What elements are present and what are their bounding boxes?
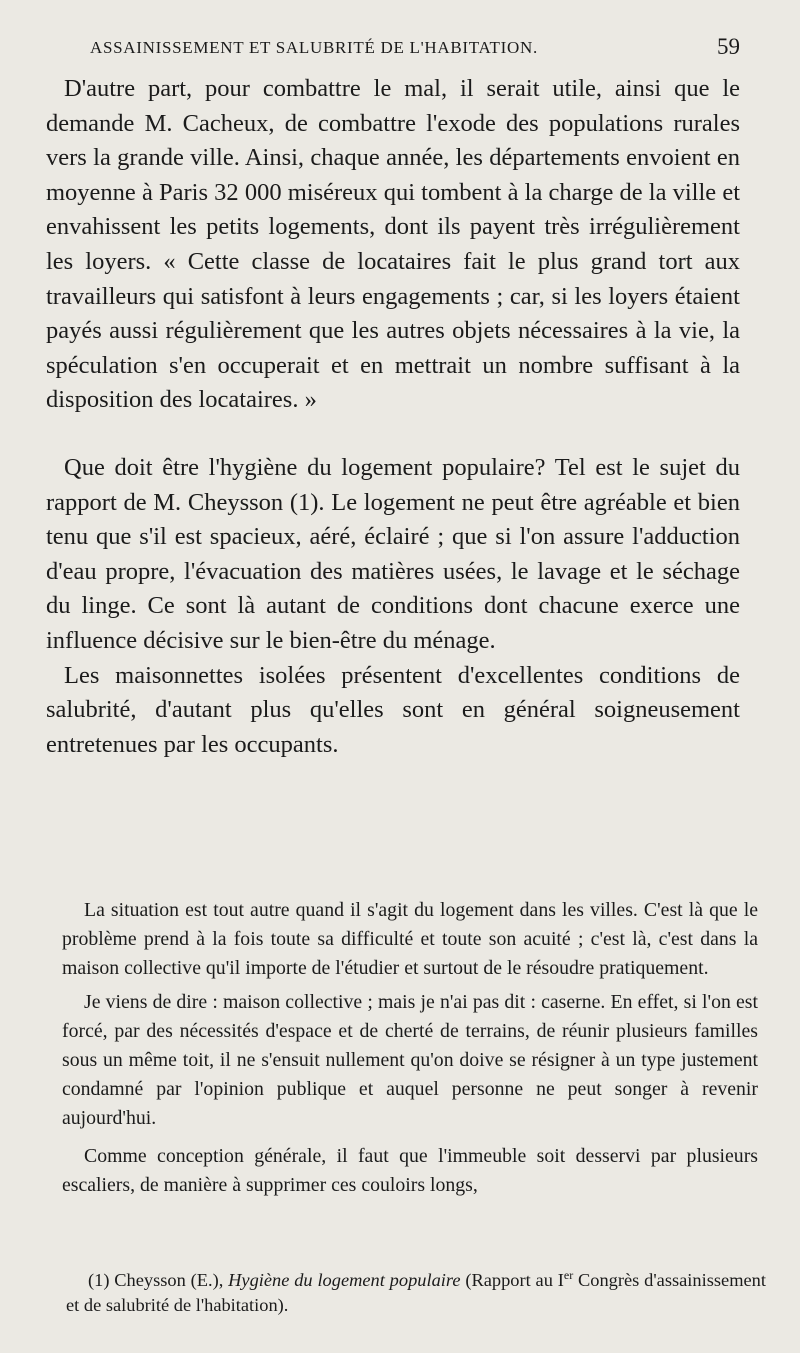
body-paragraph-1: D'autre part, pour combattre le mal, il serait utile, ainsi que le demande M. Cacheux, de combattre l'exode des populations rurales vers la grande ville. Ainsi, chaque année, les départements envoient en moyenne à Paris 32 000 miséreux qui tombent à la charge de la ville et envahissent les petits logements, dont ils payent très irrégulièrement les loyers. « Cette classe de locataires fait le plus grand tort aux travailleurs qui satisfont à leurs engagements ; car, si les loyers étaient payés aussi régulièrement que les autres objets nécessaires à la vie, la spéculation s'en occuperait et en mettrait un nombre suffisant à la disposition des locataires. » <box>46 75 740 414</box>
footnote <box>66 1268 766 1318</box>
footnote-text <box>66 1268 766 1318</box>
quoted-report-text <box>62 896 758 1200</box>
quote-paragraph-2: Je viens de dire : maison collective ; mais je n'ai pas dit : caserne. En effet, si l'on est forcé, par des nécessités d'espace et de cherté de terrains, de réunir plusieurs familles sous un même toit, il ne s'ensuit nullement qu'on doive se résigner à un type justement condamné par l'opinion publique et auquel personne ne peut songer à revenir aujourd'hui. <box>62 990 758 1130</box>
quote-paragraph-3: Comme conception générale, il faut que l'immeuble soit desservi par plusieurs escaliers, de manière à supprimer ces couloirs longs, <box>62 1144 758 1196</box>
running-head-title: ASSAINISSEMENT ET SALUBRITÉ DE L'HABITATION. <box>90 38 538 57</box>
quote-paragraph-1: La situation est tout autre quand il s'agit du logement dans les villes. C'est là que le problème prend à la fois toute sa difficulté et toute son acuité ; c'est là, c'est dans la maison collective qu'il importe de l'étudier et surtout de le résoudre pratiquement. <box>62 899 758 980</box>
page-number: 59 <box>717 34 740 59</box>
body-paragraph-3: Les maisonnettes isolées présentent d'excellentes conditions de salubrité, d'autant plus qu'elles sont en général soigneusement entretenues par les occupants. <box>46 661 740 758</box>
main-body-text <box>46 72 740 762</box>
footnote-detail-end: Congrès d'assainissement et de salubrité de l'habitation). <box>66 1270 766 1315</box>
footnote-author: Cheysson (E.), <box>114 1270 224 1290</box>
footnote-title: Hygiène du logement populaire <box>228 1270 461 1290</box>
footnote-superscript: er <box>563 1267 574 1282</box>
footnote-marker: (1) <box>88 1270 110 1290</box>
running-head <box>90 34 740 60</box>
body-paragraph-2: Que doit être l'hygiène du logement populaire? Tel est le sujet du rapport de M. Cheysson (1). Le logement ne peut être agréable et bien tenu que s'il est spacieux, aéré, éclairé ; que si l'on assure l'adduction d'eau propre, l'évacuation des matières usées, le lavage et le séchage du linge. Ce sont là autant de conditions dont chacune exerce une influence décisive sur le bien-être du ménage. <box>46 453 740 654</box>
footnote-detail-start: (Rapport au I <box>465 1270 564 1290</box>
